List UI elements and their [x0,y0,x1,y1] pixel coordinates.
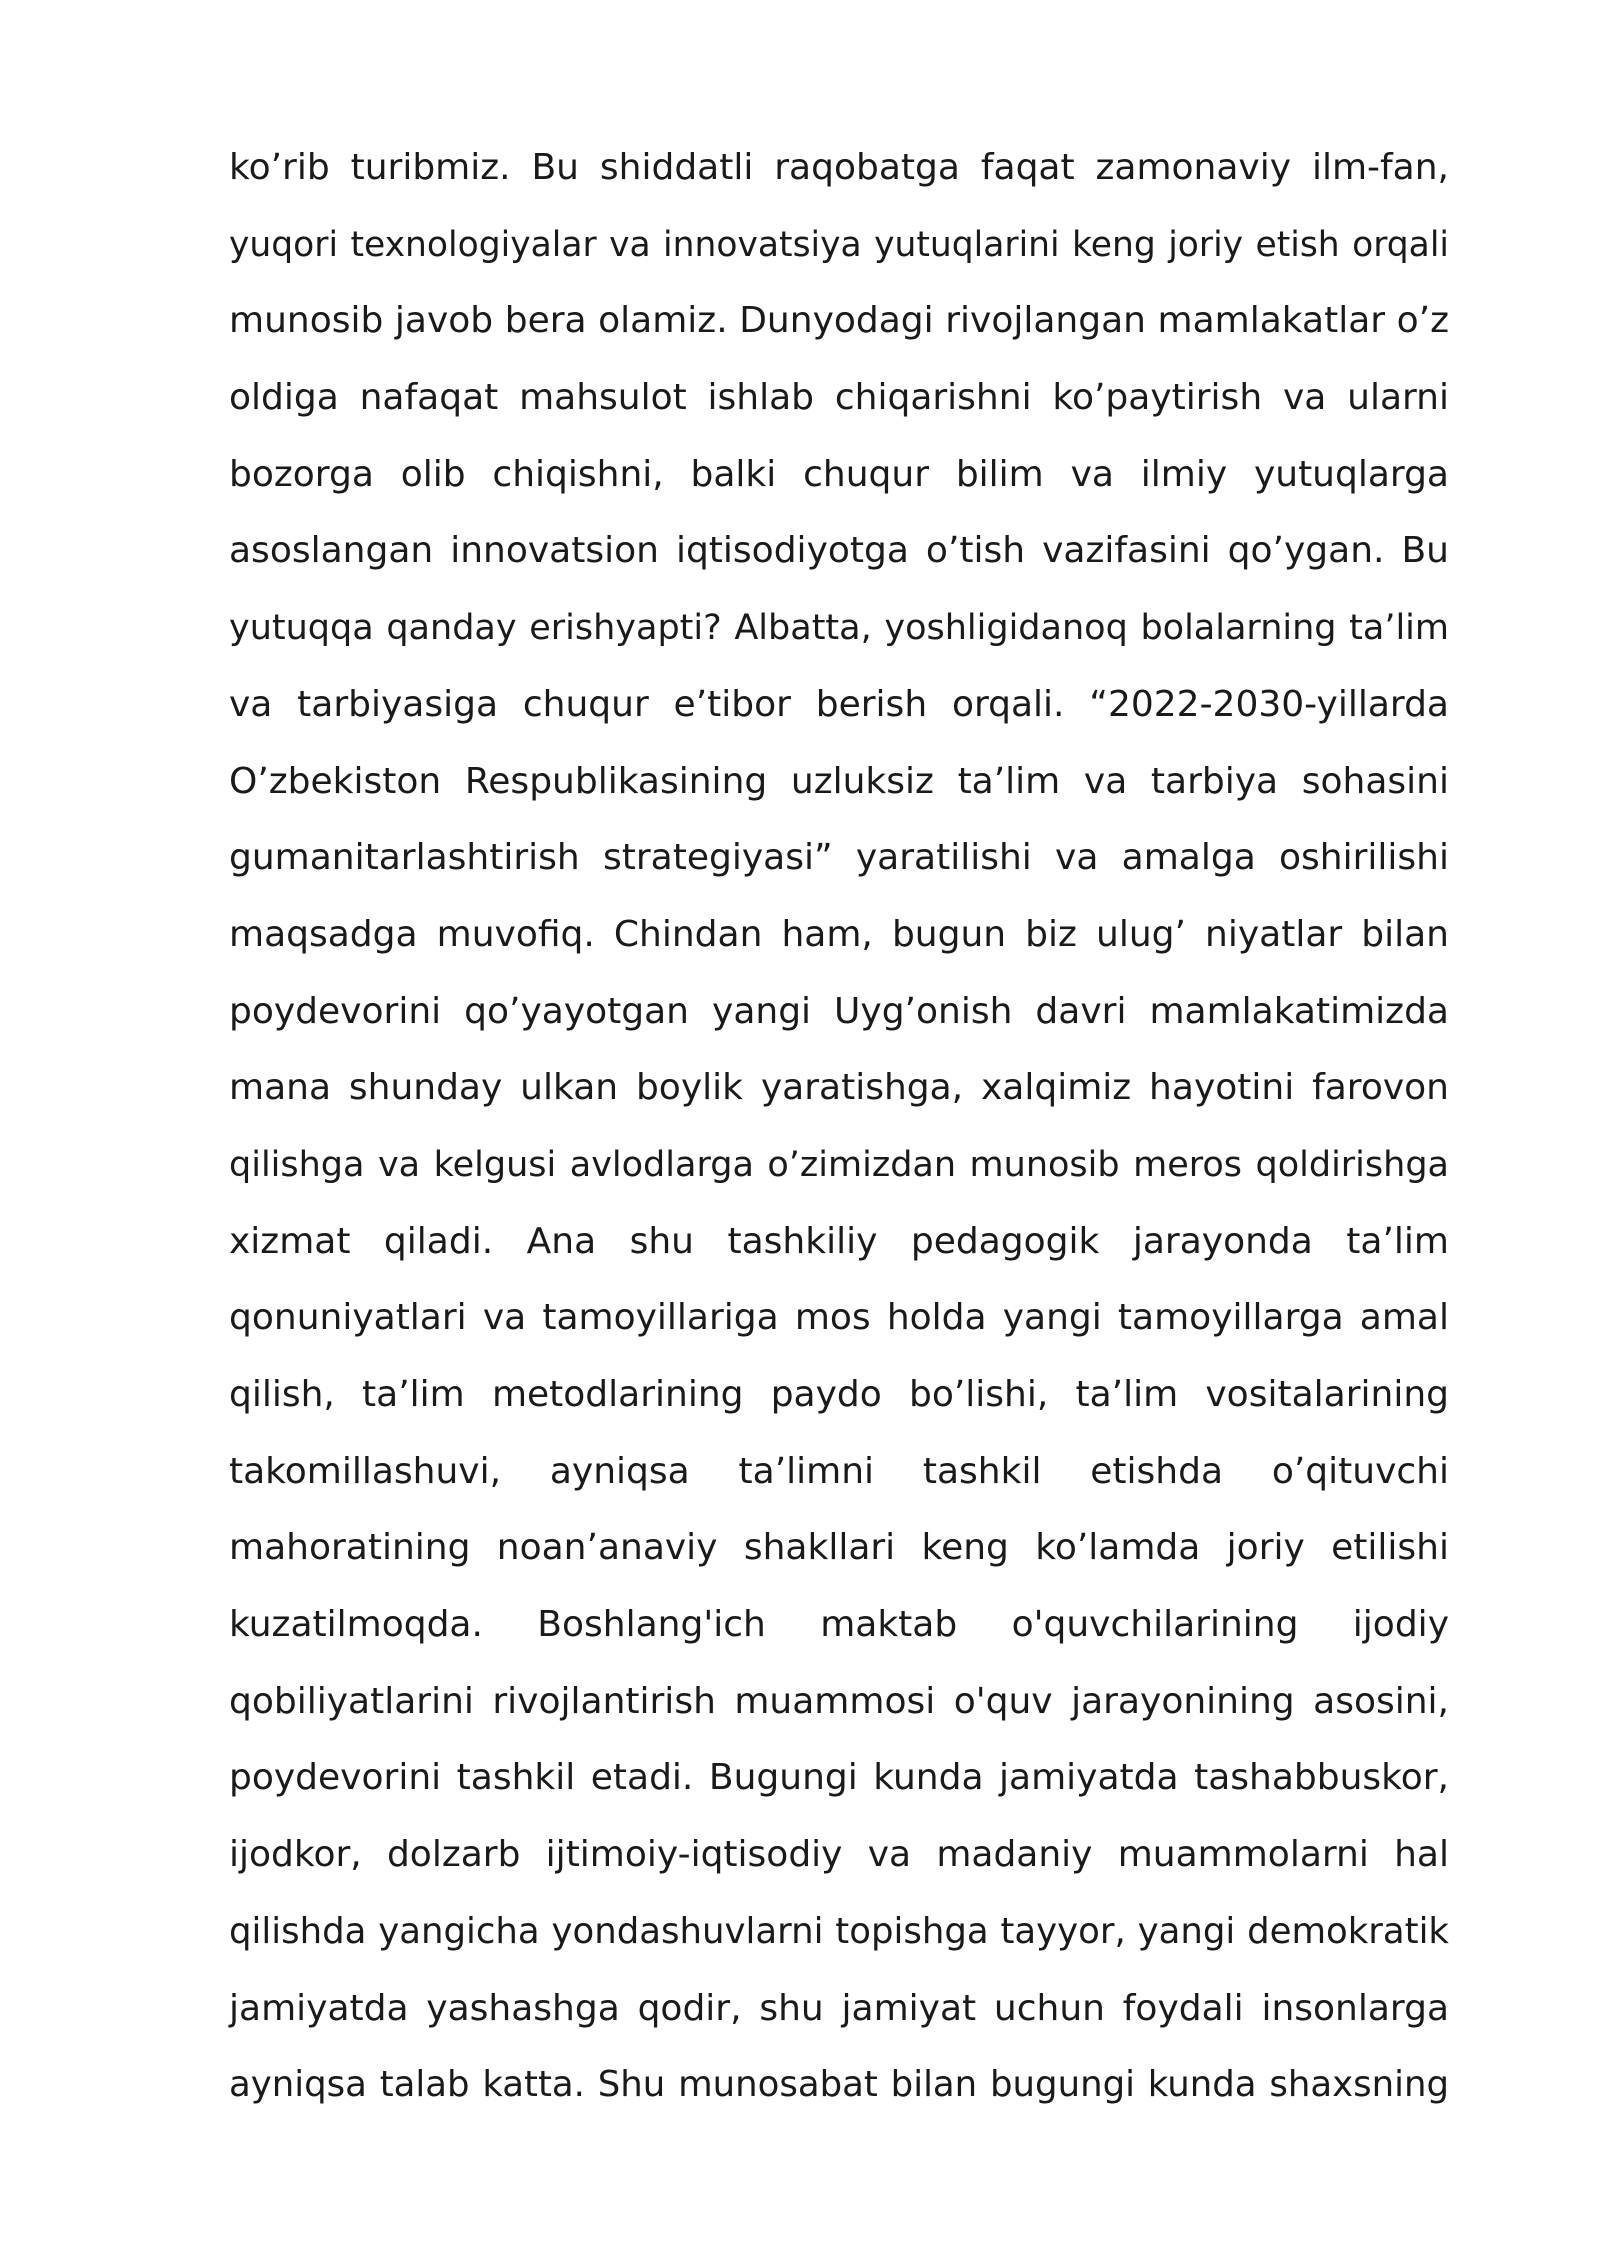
text-line: mana shunday ulkan boylik yaratishga, xalqimiz hayotini farovon [229,1067,1449,1109]
text-line: yuqori texnologiyalar va innovatsiya yutuqlarini keng joriy etish orqali [229,224,1449,265]
text-line: maqsadga muvofiq. Chindan ham, bugun biz ulug’ niyatlar bilan [229,913,1449,955]
text-line: kuzatilmoqda. Boshlang'ich maktab o'quvchilarining ijodiy [229,1604,1449,1646]
text-line: mahoratining noan’anaviy shakllari keng ko’lamda joriy etilishi [229,1527,1449,1569]
text-line: qilish, ta’lim metodlarining paydo bo’lishi, ta’lim vositalarining [229,1374,1449,1415]
text-line: munosib javob bera olamiz. Dunyodagi rivojlangan mamlakatlar o’z [229,300,1449,342]
text-line: takomillashuvi, ayniqsa ta’limni tashkil etishda o’qituvchi [229,1450,1449,1492]
text-line: bozorga olib chiqishni, balki chuqur bilim va ilmiy yutuqlarga [229,453,1449,495]
text-line: yutuqqa qanday erishyapti? Albatta, yoshligidanoq bolalarning ta’lim [229,608,1449,649]
text-line: gumanitarlashtirish strategiyasi” yaratilishi va amalga oshirilishi [229,837,1449,879]
text-line: ijodkor, dolzarb ijtimoiy-iqtisodiy va madaniy muammolarni hal [229,1834,1449,1876]
text-line: poydevorini qo’yayotgan yangi Uyg’onish davri mamlakatimizda [229,990,1449,1032]
text-line: asoslangan innovatsion iqtisodiyotga o’tish vazifasini qo’ygan. Bu [229,530,1449,572]
text-line: oldiga nafaqat mahsulot ishlab chiqarishni ko’paytirish va ularni [229,377,1449,419]
text-line: qonuniyatlari va tamoyillariga mos holda yangi tamoyillarga amal [229,1297,1449,1339]
text-line: xizmat qiladi. Ana shu tashkiliy pedagogik jarayonda ta’lim [229,1220,1449,1262]
text-line: ayniqsa talab katta. Shu munosabat bilan bugungi kunda shaxsning [229,2064,1449,2106]
body-text [229,130,1449,2124]
text-line: qilishda yangicha yondashuvlarni topishga tayyor, yangi demokratik [229,1910,1449,1952]
text-line: jamiyatda yashashga qodir, shu jamiyat uchun foydali insonlarga [229,1987,1449,2029]
text-line: qilishga va kelgusi avlodlarga o’zimizdan munosib meros qoldirishga [229,1144,1449,1185]
text-line: ko’rib turibmiz. Bu shiddatli raqobatga faqat zamonaviy ilm-fan, [229,147,1449,188]
text-line: qobiliyatlarini rivojlantirish muammosi o'quv jarayonining asosini, [229,1680,1449,1722]
text-line: va tarbiyasiga chuqur e’tibor berish orqali. “2022-2030-yillarda [229,683,1449,725]
text-line: O’zbekiston Respublikasining uzluksiz ta’lim va tarbiya sohasini [229,760,1449,802]
text-line: poydevorini tashkil etadi. Bugungi kunda jamiyatda tashabbuskor, [229,1757,1449,1799]
